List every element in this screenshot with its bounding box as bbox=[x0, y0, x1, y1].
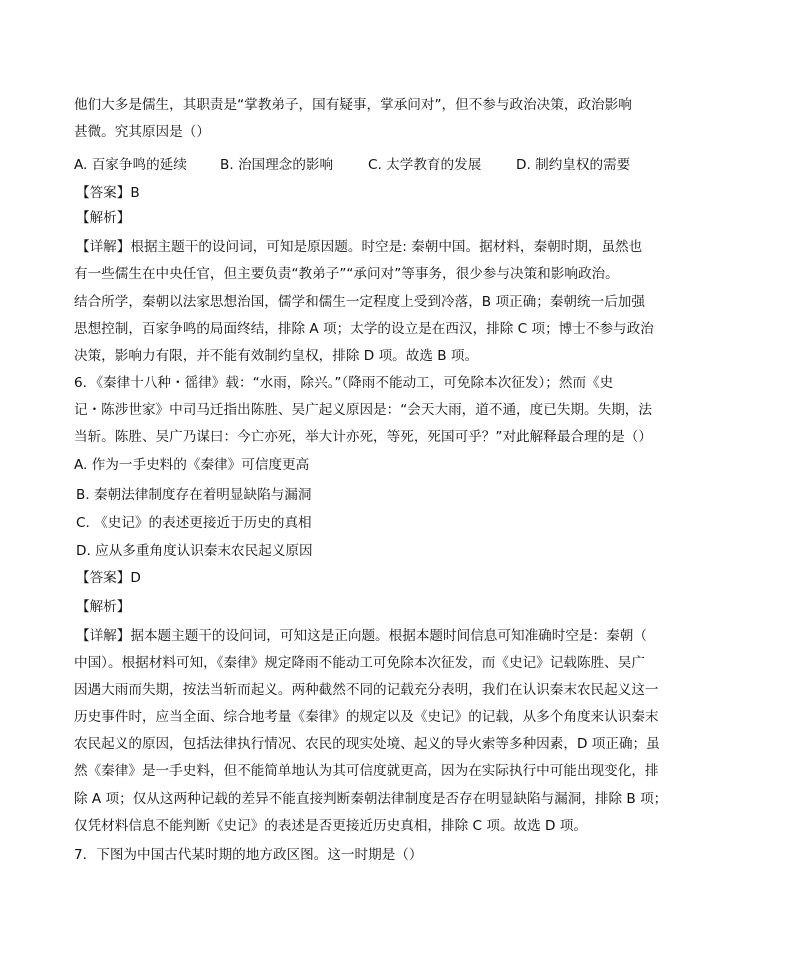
q5-option-b: B. 治国理念的影响 bbox=[220, 157, 334, 173]
q6-analysis-label: 【解析】 bbox=[76, 599, 131, 615]
q5-option-a: A. 百家争鸣的延续 bbox=[74, 157, 187, 173]
q6-option-a: A. 作为一手史料的《秦律》可信度更高 bbox=[74, 457, 310, 473]
q5-detail-line-4: 思想控制，百家争鸣的局面终结，排除 A 项；太学的设立是在西汉，排除 C 项；博士不参与政治 bbox=[74, 321, 654, 337]
q6-detail-line-4: 历史事件时，应当全面、综合地考量《秦律》的规定以及《史记》的记载，从多个角度来认识秦末 bbox=[74, 709, 659, 725]
q6-stem-line-2: 记・陈涉世家》中司马迁指出陈胜、吴广起义原因是：“会天大雨，道不通，度已失期。失期，法 bbox=[74, 402, 652, 418]
q6-option-b: B. 秦朝法律制度存在着明显缺陷与漏洞 bbox=[76, 487, 312, 503]
q5-detail-line-2: 有一些儒生在中央任官，但主要负责“教弟子”“承问对”等事务，很少参与决策和影响政治。 bbox=[74, 266, 619, 282]
q6-detail-line-8: 仅凭材料信息不能判断《史记》的表述是否更接近历史真相，排除 C 项。故选 D 项。 bbox=[74, 818, 588, 834]
q6-detail-line-3: 因遇大雨而失期，按法当斩而起义。两种截然不同的记载充分表明，我们在认识秦末农民起义这一 bbox=[74, 682, 659, 698]
q5-detail-line-1: 【详解】根据主题干的设问词，可知是原因题。时空是: 秦朝中国。据材料，秦朝时期，虽然也 bbox=[76, 239, 643, 255]
q6-detail-line-2: 中国）。根据材料可知，《秦律》规定降雨不能动工可免除本次征发，而《史记》记载陈胜、吴广 bbox=[74, 655, 645, 671]
q6-stem-line-3: 当斩。陈胜、吴广乃谋曰：今亡亦死，举大计亦死，等死，死国可乎？”对此解释最合理的是（） bbox=[74, 429, 652, 445]
q6-detail-line-6: 然《秦律》是一手史料，但不能简单地认为其可信度就更高，因为在实际执行中可能出现变化，排 bbox=[74, 763, 659, 779]
q5-analysis-label: 【解析】 bbox=[76, 210, 131, 226]
q5-option-c: C. 太学教育的发展 bbox=[368, 157, 482, 173]
q6-option-d: D. 应从多重角度认识秦末农民起义原因 bbox=[76, 543, 313, 559]
q5-detail-line-3: 结合所学，秦朝以法家思想治国，儒学和儒生一定程度上受到冷落，B 项正确；秦朝统一后加强 bbox=[74, 294, 645, 310]
q6-option-c: C. 《史记》的表述更接近于历史的真相 bbox=[76, 515, 312, 531]
q6-answer: 【答案】D bbox=[76, 570, 141, 586]
q6-detail-line-5: 农民起义的原因，包括法律执行情况、农民的现实处境、起义的导火索等多种因素，D 项正确；虽 bbox=[74, 736, 660, 752]
q6-detail-line-1: 【详解】据本题主题干的设问词，可知这是正向题。根据本题时间信息可知准确时空是：秦朝（ bbox=[76, 628, 647, 644]
q5-stem-line-2: 甚微。究其原因是（） bbox=[74, 124, 210, 140]
q5-option-d: D. 制约皇权的需要 bbox=[516, 157, 631, 173]
q5-detail-line-5: 决策，影响力有限，并不能有效制约皇权，排除 D 项。故选 B 项。 bbox=[74, 348, 479, 364]
q7-stem: 7．下图为中国古代某时期的地方政区图。这一时期是（） bbox=[74, 847, 423, 863]
q6-stem-line-1: 6．《秦律十八种・徭律》载：“水雨，除兴。”（降雨不能动工，可免除本次征发）；然而《史 bbox=[74, 375, 614, 391]
q5-answer: 【答案】B bbox=[76, 185, 140, 201]
q5-stem-line-1: 他们大多是儒生，其职责是“掌教弟子，国有疑事，掌承问对”，但不参与政治决策，政治影响 bbox=[74, 97, 632, 113]
q6-detail-line-7: 除 A 项；仅从这两种记载的差异不能直接判断秦朝法律制度是否存在明显缺陷与漏洞，排除 B 项； bbox=[74, 791, 668, 807]
